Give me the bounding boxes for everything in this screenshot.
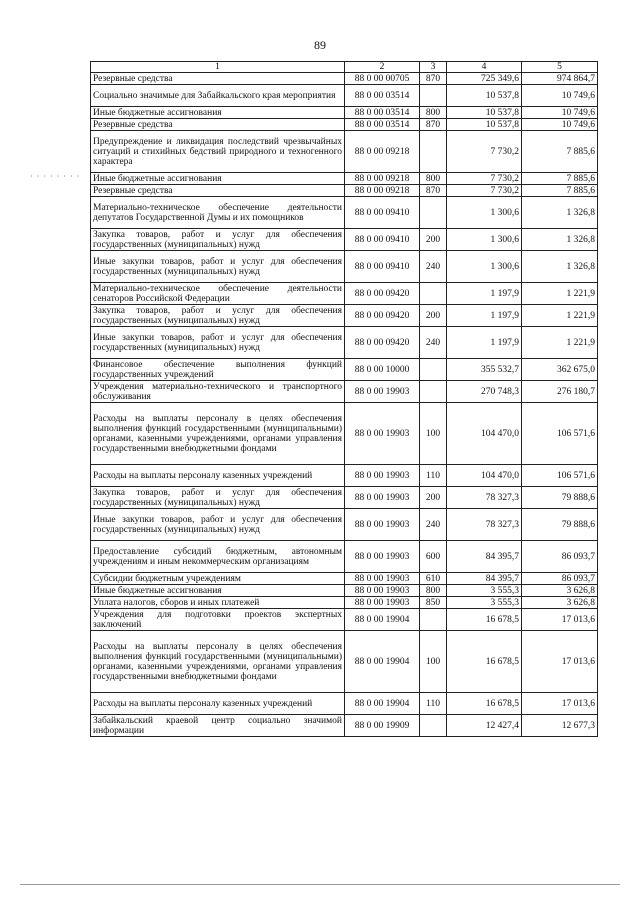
row-type-cell: 240 [420,327,447,359]
row-code-cell: 88 0 00 19903 [345,597,420,609]
row-value-2-cell: 974 864,7 [522,73,598,85]
row-value-2-cell: 1 221,9 [522,327,598,359]
row-name-cell: Субсидии бюджетным учреждениям [91,573,345,585]
row-value-1-cell: 1 300,6 [447,229,522,251]
table-row [91,631,598,693]
row-value-2-cell: 86 093,7 [522,541,598,573]
header-col-4: 4 [447,62,522,73]
row-value-2-cell: 10 749,6 [522,107,598,119]
row-type-cell: 240 [420,509,447,541]
row-value-2-cell: 7 885,6 [522,173,598,185]
row-type-cell: 800 [420,107,447,119]
row-code-cell: 88 0 00 09420 [345,305,420,327]
row-value-2-cell: 7 885,6 [522,131,598,173]
row-type-cell: 110 [420,693,447,715]
row-name-cell: Учреждения материально-технического и транспортного обслуживания [91,381,345,403]
row-type-cell [420,715,447,737]
row-code-cell: 88 0 00 10000 [345,359,420,381]
table-row [91,85,598,107]
row-code-cell: 88 0 00 03514 [345,85,420,107]
row-value-1-cell: 1 197,9 [447,305,522,327]
page-bottom-rule [20,884,620,885]
row-type-cell: 600 [420,541,447,573]
header-col-1: 1 [91,62,345,73]
row-name-cell: Финансовое обеспечение выполнения функций государственных учреждений [91,359,345,381]
row-name-cell: Расходы на выплаты персоналу казенных учреждений [91,693,345,715]
row-value-1-cell: 355 532,7 [447,359,522,381]
row-type-cell: 200 [420,487,447,509]
row-value-2-cell: 106 571,6 [522,465,598,487]
row-value-1-cell: 78 327,3 [447,487,522,509]
row-name-cell: Предоставление субсидий бюджетным, автономным учреждениям и иным некоммерческим организациям [91,541,345,573]
table-row [91,131,598,173]
row-name-cell: Расходы на выплаты персоналу в целях обеспечения выполнения функций государственными (муниципальными) органами, казенными учреждениями, органами управления государственными внебюджетными фондами [91,631,345,693]
table-row [91,185,598,197]
row-value-1-cell: 1 197,9 [447,283,522,305]
row-value-1-cell: 1 197,9 [447,327,522,359]
row-type-cell [420,283,447,305]
row-name-cell: Закупка товаров, работ и услуг для обеспечения государственных (муниципальных) нужд [91,487,345,509]
row-code-cell: 88 0 00 03514 [345,119,420,131]
row-name-cell: Иные бюджетные ассигнования [91,585,345,597]
row-code-cell: 88 0 00 19904 [345,609,420,631]
row-name-cell: Иные бюджетные ассигнования [91,107,345,119]
header-col-2: 2 [345,62,420,73]
row-type-cell [420,197,447,229]
row-value-1-cell: 84 395,7 [447,573,522,585]
row-value-1-cell: 16 678,5 [447,609,522,631]
row-value-1-cell: 10 537,8 [447,85,522,107]
header-row [91,62,598,73]
row-value-1-cell: 3 555,3 [447,597,522,609]
row-type-cell: 110 [420,465,447,487]
table-row [91,403,598,465]
row-type-cell: 610 [420,573,447,585]
row-value-2-cell: 17 013,6 [522,693,598,715]
row-code-cell: 88 0 00 09218 [345,185,420,197]
row-type-cell: 800 [420,585,447,597]
row-type-cell [420,85,447,107]
budget-table [90,61,598,737]
table-row [91,609,598,631]
row-value-1-cell: 10 537,8 [447,119,522,131]
row-value-2-cell: 17 013,6 [522,631,598,693]
row-name-cell: Закупка товаров, работ и услуг для обеспечения государственных (муниципальных) нужд [91,229,345,251]
row-name-cell: Иные закупки товаров, работ и услуг для обеспечения государственных (муниципальных) нужд [91,251,345,283]
row-value-1-cell: 84 395,7 [447,541,522,573]
row-type-cell [420,131,447,173]
row-code-cell: 88 0 00 19903 [345,465,420,487]
row-type-cell: 800 [420,173,447,185]
row-code-cell: 88 0 00 19904 [345,631,420,693]
row-value-2-cell: 106 571,6 [522,403,598,465]
row-code-cell: 88 0 00 19903 [345,487,420,509]
row-value-2-cell: 1 221,9 [522,283,598,305]
row-value-2-cell: 12 677,3 [522,715,598,737]
row-type-cell: 870 [420,119,447,131]
row-name-cell: Закупка товаров, работ и услуг для обеспечения государственных (муниципальных) нужд [91,305,345,327]
row-value-1-cell: 1 300,6 [447,197,522,229]
row-code-cell: 88 0 00 03514 [345,107,420,119]
row-value-2-cell: 1 326,8 [522,197,598,229]
row-value-2-cell: 1 326,8 [522,229,598,251]
row-code-cell: 88 0 00 19903 [345,573,420,585]
row-value-2-cell: 7 885,6 [522,185,598,197]
table-row [91,573,598,585]
row-type-cell: 240 [420,251,447,283]
row-value-2-cell: 362 675,0 [522,359,598,381]
row-name-cell: Резервные средства [91,185,345,197]
row-name-cell: Материально-техническое обеспечение деятельности депутатов Государственной Думы и их помощников [91,197,345,229]
row-type-cell: 100 [420,403,447,465]
table-row [91,305,598,327]
row-value-1-cell: 78 327,3 [447,509,522,541]
row-code-cell: 88 0 00 19903 [345,403,420,465]
row-value-2-cell: 1 326,8 [522,251,598,283]
row-value-2-cell: 10 749,6 [522,119,598,131]
table-row [91,487,598,509]
row-type-cell: 200 [420,305,447,327]
table-row [91,229,598,251]
row-code-cell: 88 0 00 00705 [345,73,420,85]
row-type-cell [420,609,447,631]
row-value-1-cell: 7 730,2 [447,185,522,197]
row-value-1-cell: 10 537,8 [447,107,522,119]
row-name-cell: Расходы на выплаты персоналу казенных учреждений [91,465,345,487]
row-code-cell: 88 0 00 19909 [345,715,420,737]
table-row [91,597,598,609]
row-code-cell: 88 0 00 09420 [345,327,420,359]
row-value-2-cell: 3 626,8 [522,585,598,597]
table-row [91,173,598,185]
row-value-2-cell: 86 093,7 [522,573,598,585]
row-type-cell: 850 [420,597,447,609]
table-row [91,359,598,381]
row-value-2-cell: 79 888,6 [522,487,598,509]
row-type-cell: 870 [420,185,447,197]
table-row [91,509,598,541]
row-value-1-cell: 16 678,5 [447,631,522,693]
row-type-cell [420,359,447,381]
table-body [91,73,598,737]
row-value-1-cell: 3 555,3 [447,585,522,597]
page-number: 89 [314,38,326,52]
table-row [91,107,598,119]
row-value-2-cell: 10 749,6 [522,85,598,107]
row-name-cell: Резервные средства [91,73,345,85]
row-value-1-cell: 7 730,2 [447,173,522,185]
row-code-cell: 88 0 00 09218 [345,173,420,185]
header-col-5: 5 [522,62,598,73]
row-name-cell: Уплата налогов, сборов и иных платежей [91,597,345,609]
row-name-cell: Материально-техническое обеспечение деятельности сенаторов Российской Федерации [91,283,345,305]
row-name-cell: Резервные средства [91,119,345,131]
margin-marks: · · · · · · · · [30,172,81,181]
row-value-1-cell: 104 470,0 [447,465,522,487]
row-value-2-cell: 79 888,6 [522,509,598,541]
row-value-2-cell: 17 013,6 [522,609,598,631]
row-value-2-cell: 276 180,7 [522,381,598,403]
row-name-cell: Забайкальский краевой центр социально значимой информации [91,715,345,737]
table-row [91,381,598,403]
row-name-cell: Иные закупки товаров, работ и услуг для обеспечения государственных (муниципальных) нужд [91,327,345,359]
row-type-cell: 200 [420,229,447,251]
row-code-cell: 88 0 00 19903 [345,585,420,597]
row-value-1-cell: 7 730,2 [447,131,522,173]
row-type-cell: 870 [420,73,447,85]
row-name-cell: Иные закупки товаров, работ и услуг для обеспечения государственных (муниципальных) нужд [91,509,345,541]
table-header [91,62,598,73]
row-name-cell: Предупреждение и ликвидация последствий чрезвычайных ситуаций и стихийных бедствий природного и техногенного характера [91,131,345,173]
row-code-cell: 88 0 00 19903 [345,541,420,573]
table-row [91,465,598,487]
table-row [91,715,598,737]
row-name-cell: Учреждения для подготовки проектов экспертных заключений [91,609,345,631]
row-value-2-cell: 1 221,9 [522,305,598,327]
row-name-cell: Иные бюджетные ассигнования [91,173,345,185]
row-code-cell: 88 0 00 09420 [345,283,420,305]
row-value-1-cell: 104 470,0 [447,403,522,465]
table-row [91,327,598,359]
row-value-1-cell: 16 678,5 [447,693,522,715]
row-name-cell: Социально значимые для Забайкальского края мероприятия [91,85,345,107]
row-code-cell: 88 0 00 09410 [345,229,420,251]
row-type-cell [420,381,447,403]
row-code-cell: 88 0 00 09218 [345,131,420,173]
row-value-2-cell: 3 626,8 [522,597,598,609]
row-value-1-cell: 270 748,3 [447,381,522,403]
row-value-1-cell: 12 427,4 [447,715,522,737]
table-row [91,73,598,85]
table-row [91,197,598,229]
row-value-1-cell: 725 349,6 [447,73,522,85]
row-code-cell: 88 0 00 19903 [345,509,420,541]
row-code-cell: 88 0 00 09410 [345,251,420,283]
table-row [91,283,598,305]
row-code-cell: 88 0 00 09410 [345,197,420,229]
table-row [91,693,598,715]
table-row [91,251,598,283]
table-row [91,541,598,573]
row-value-1-cell: 1 300,6 [447,251,522,283]
row-name-cell: Расходы на выплаты персоналу в целях обеспечения выполнения функций государственными (муниципальными) органами, казенными учреждениями, органами управления государственными внебюджетными фондами [91,403,345,465]
table-row [91,585,598,597]
table-row [91,119,598,131]
row-code-cell: 88 0 00 19903 [345,381,420,403]
header-col-3: 3 [420,62,447,73]
row-code-cell: 88 0 00 19904 [345,693,420,715]
row-type-cell: 100 [420,631,447,693]
